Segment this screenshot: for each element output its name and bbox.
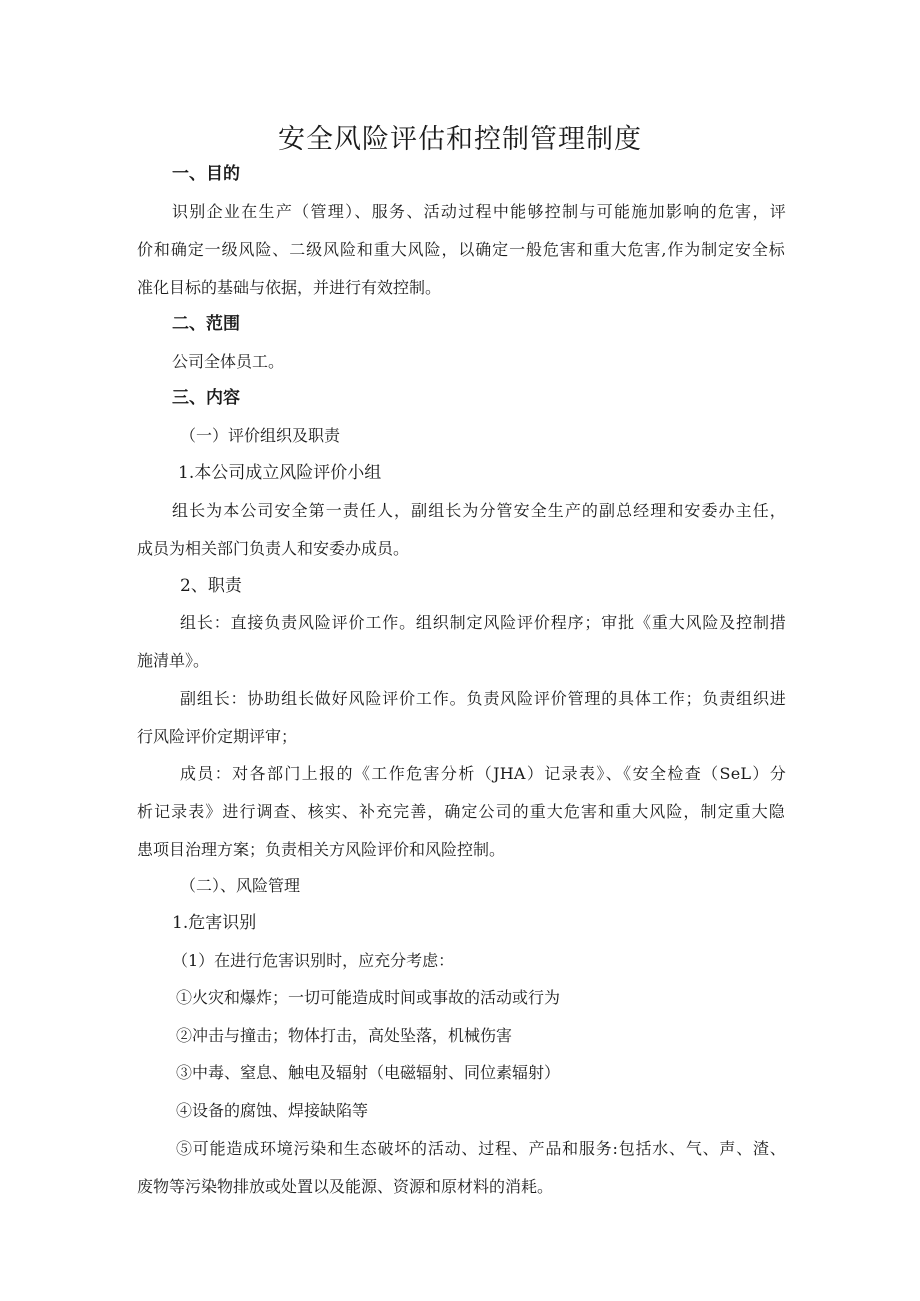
subsection-heading: 2、职责 <box>180 576 242 596</box>
paragraph-line: 组长：直接负责风险评价工作。组织制定风险评价程序；审批《重大风险及控制措 <box>180 613 786 632</box>
paragraph-line: 施清单》。 <box>137 651 210 670</box>
paragraph-line: 准化目标的基础与依据，并进行有效控制。 <box>137 278 442 297</box>
subsection-heading: （二）、风险管理 <box>180 876 301 895</box>
paragraph-line: 行风险评价定期评审； <box>137 727 298 746</box>
paragraph-line: 识别企业在生产（管理）、服务、活动过程中能够控制与可能施加影响的危害，评 <box>172 202 786 221</box>
paragraph-line: （1）在进行危害识别时，应充分考虑： <box>172 951 455 970</box>
paragraph-line: 组长为本公司安全第一责任人，副组长为分管安全生产的副总经理和安委办主任， <box>172 501 786 520</box>
list-item-continuation: 废物等污染物排放或处置以及能源、资源和原材料的消耗。 <box>137 1177 554 1196</box>
paragraph-line: 公司全体员工。 <box>172 352 285 371</box>
paragraph-line: 患项目治理方案；负责相关方风险评价和风险控制。 <box>137 840 506 859</box>
paragraph-line: 成员为相关部门负责人和安委办成员。 <box>137 539 410 558</box>
paragraph-line: 副组长：协助组长做好风险评价工作。负责风险评价管理的具体工作；负责组织进 <box>180 689 786 708</box>
list-item: ①火灾和爆炸；一切可能造成时间或事故的活动或行为 <box>176 988 561 1007</box>
list-item: ④设备的腐蚀、焊接缺陷等 <box>176 1101 369 1120</box>
subsection-heading: 1.危害识别 <box>172 913 257 933</box>
section-heading-content: 三、内容 <box>172 388 240 408</box>
list-item: ③中毒、窒息、触电及辐射（电磁辐射、同位素辐射） <box>176 1063 561 1082</box>
section-heading-scope: 二、范围 <box>172 314 240 334</box>
subsection-heading: 1.本公司成立风险评价小组 <box>178 463 382 483</box>
paragraph-line: 析记录表》进行调查、核实、补充完善，确定公司的重大危害和重大风险，制定重大隐 <box>137 802 785 821</box>
paragraph-line: 成员：对各部门上报的《工作危害分析（JHA）记录表》、《安全检查（SeL）分 <box>180 764 786 783</box>
section-heading-purpose: 一、目的 <box>172 164 240 184</box>
paragraph-line: 价和确定一级风险、二级风险和重大风险，以确定一般危害和重大危害,作为制定安全标 <box>137 240 785 259</box>
list-item: ⑤可能造成环境污染和生态破坏的活动、过程、产品和服务:包括水、气、声、渣、 <box>176 1139 786 1158</box>
document-title: 安全风险评估和控制管理制度 <box>278 124 642 155</box>
list-item: ②冲击与撞击；物体打击，高处坠落，机械伤害 <box>176 1026 513 1045</box>
subsection-heading: （一）评价组织及职责 <box>180 426 341 445</box>
